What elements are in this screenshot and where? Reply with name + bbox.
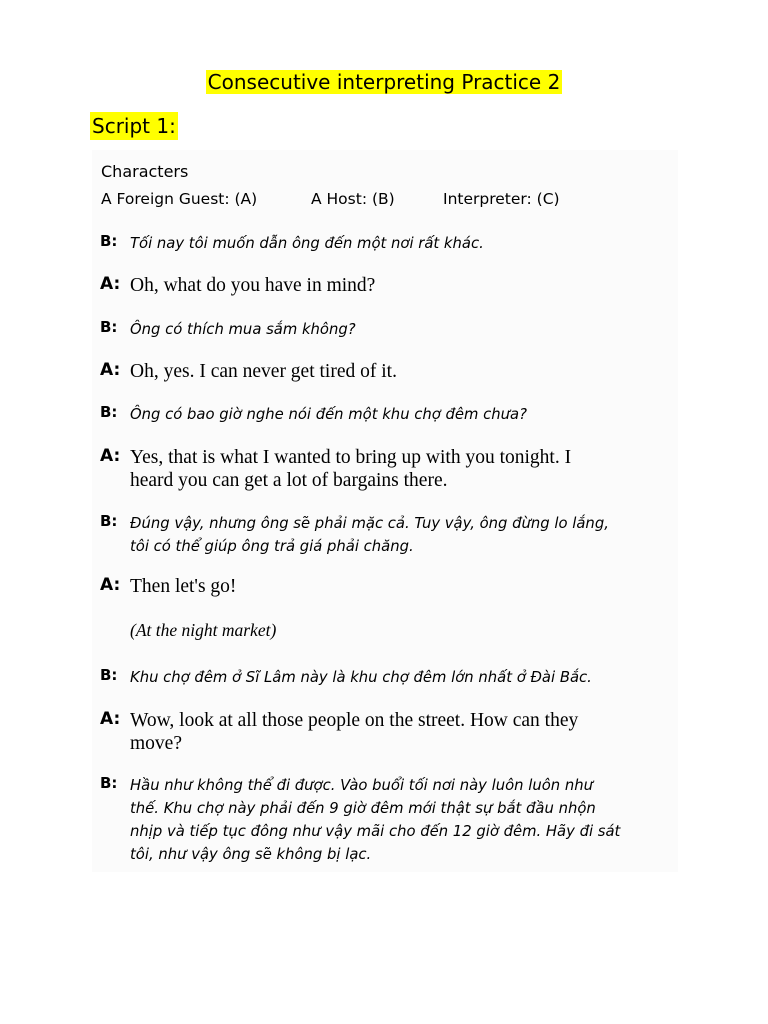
line-text-row: move? [130,733,182,754]
script-label: Script 1: [92,114,176,138]
speaker-label: A: [100,446,121,466]
line-text: Tối nay tôi muốn dẫn ông đến một nơi rất khác. [130,235,484,252]
document-title: Consecutive interpreting Practice 2 [207,70,561,94]
line-text-row: Wow, look at all those people on the street. How can they [130,710,579,731]
speaker-label: A: [100,709,121,729]
character-interpreter: Interpreter: (C) [443,190,560,208]
line-text: Ông có bao giờ nghe nói đến một khu chợ đêm chưa? [130,406,527,423]
line-text [130,446,571,492]
line-text-row: tôi, như vậy ông sẽ không bị lạc. [130,846,372,863]
line-text-row: nhịp và tiếp tục đông như vậy mãi cho đến 12 giờ đêm. Hãy đi sát [130,823,621,840]
line-text-row: Yes, that is what I wanted to bring up with you tonight. I [130,447,572,468]
speaker-label: A: [100,575,121,595]
line-text: Oh, yes. I can never get tired of it. [130,361,397,382]
characters-heading: Characters [101,162,189,181]
line-text-row: tôi có thể giúp ông trả giá phải chăng. [130,538,414,555]
scanned-dialogue-page [92,150,678,872]
line-text [130,774,620,866]
stage-direction: (At the night market) [130,620,277,640]
line-text-row: Đúng vậy, nhưng ông sẽ phải mặc cả. Tuy vậy, ông đừng lo lắng, [130,515,609,532]
speaker-label: A: [100,360,121,380]
speaker-label: B: [100,232,118,250]
line-text-row: Hầu như không thể đi được. Vào buổi tối nơi này luôn luôn như [130,777,593,794]
line-text: Oh, what do you have in mind? [130,275,376,296]
speaker-label: B: [100,318,118,336]
speaker-label: A: [100,274,121,294]
document-title-wrap [0,68,768,96]
speaker-label: B: [100,512,118,530]
line-text-row: thế. Khu chợ này phải đến 9 giờ đêm mới thật sự bắt đầu nhộn [130,800,596,817]
line-text [130,709,578,755]
speaker-label: B: [100,403,118,421]
speaker-label: B: [100,666,118,684]
line-text: Khu chợ đêm ở Sĩ Lâm này là khu chợ đêm lớn nhất ở Đài Bắc. [130,669,592,686]
line-text: Ông có thích mua sắm không? [130,321,356,338]
line-text: Then let's go! [130,576,237,597]
line-text-row: heard you can get a lot of bargains there. [130,470,448,491]
speaker-label: B: [100,774,118,792]
line-text [130,512,609,558]
character-host: A Host: (B) [311,190,395,208]
character-foreign-guest: A Foreign Guest: (A) [101,190,258,208]
